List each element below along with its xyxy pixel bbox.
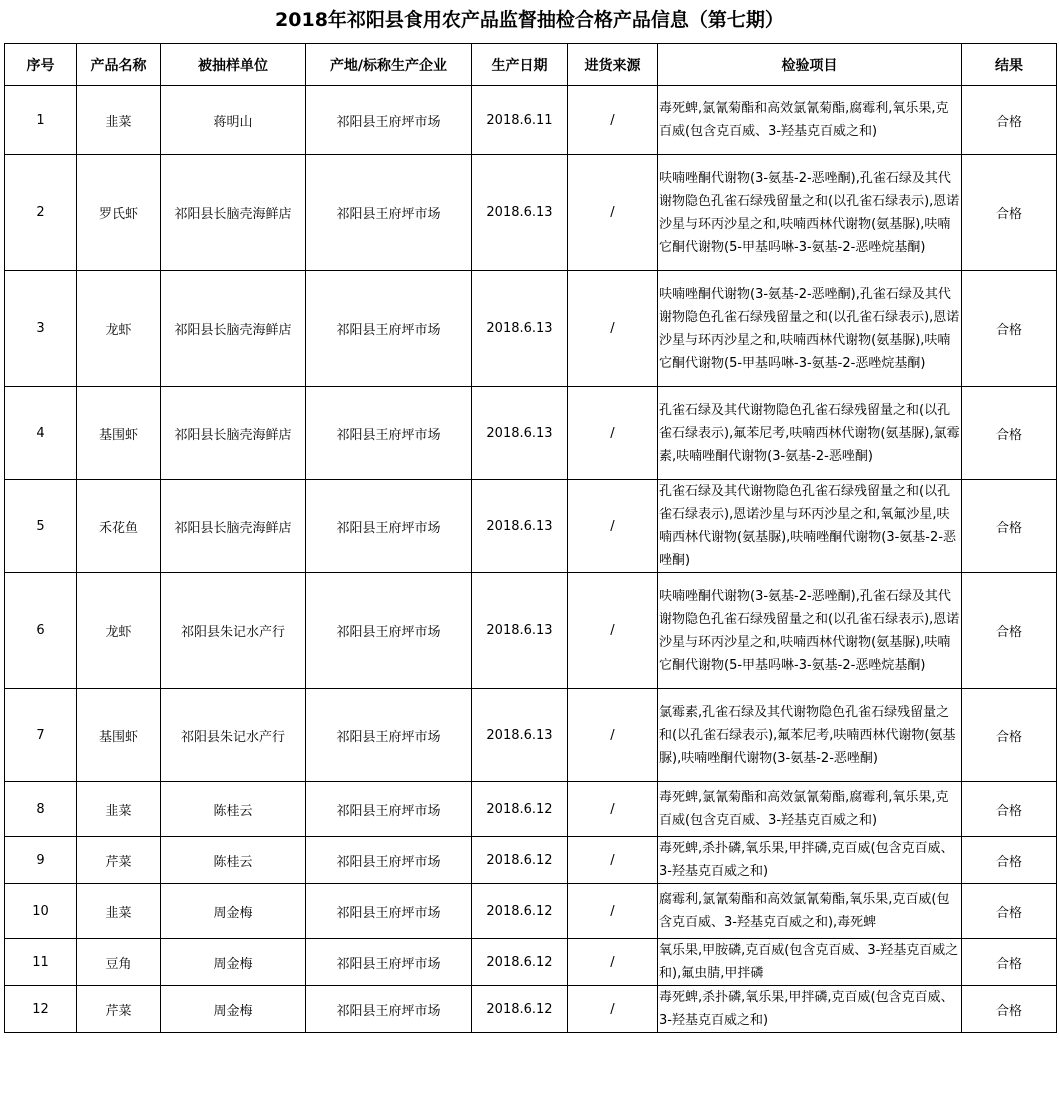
table-row [5, 155, 1057, 271]
cell-date: 2018.6.11 [472, 86, 568, 155]
cell-date: 2018.6.13 [472, 573, 568, 689]
cell-result: 合格 [962, 271, 1057, 387]
cell-items: 氯霉素,孔雀石绿及其代谢物隐色孔雀石绿残留量之和(以孔雀石绿表示),氟苯尼考,呋喃西林代谢物(氨基脲),呋喃唑酮代谢物(3-氨基-2-恶唑酮) [658, 689, 962, 782]
cell-origin: 祁阳县王府坪市场 [306, 884, 472, 939]
table-header-row [5, 44, 1057, 86]
cell-no: 10 [5, 884, 77, 939]
cell-unit: 周金梅 [161, 986, 306, 1033]
column-header-date: 生产日期 [472, 44, 568, 86]
page-title: 2018年祁阳县食用农产品监督抽检合格产品信息（第七期） [275, 9, 784, 31]
cell-unit: 陈桂云 [161, 837, 306, 884]
cell-unit: 周金梅 [161, 884, 306, 939]
cell-result: 合格 [962, 387, 1057, 480]
cell-result: 合格 [962, 86, 1057, 155]
cell-no: 7 [5, 689, 77, 782]
cell-source: / [568, 939, 658, 986]
cell-origin: 祁阳县王府坪市场 [306, 155, 472, 271]
cell-origin: 祁阳县王府坪市场 [306, 86, 472, 155]
table-row [5, 782, 1057, 837]
table-row [5, 86, 1057, 155]
table-row [5, 884, 1057, 939]
cell-items: 呋喃唑酮代谢物(3-氨基-2-恶唑酮),孔雀石绿及其代谢物隐色孔雀石绿残留量之和(以孔雀石绿表示),恩诺沙星与环丙沙星之和,呋喃西林代谢物(氨基脲),呋喃它酮代谢物(5-甲基吗啉-3-氨基-2-恶唑烷基酮) [658, 155, 962, 271]
cell-product: 芹菜 [77, 837, 161, 884]
cell-result: 合格 [962, 986, 1057, 1033]
cell-date: 2018.6.13 [472, 271, 568, 387]
cell-source: / [568, 884, 658, 939]
cell-result: 合格 [962, 782, 1057, 837]
cell-source: / [568, 387, 658, 480]
cell-date: 2018.6.12 [472, 837, 568, 884]
cell-items: 呋喃唑酮代谢物(3-氨基-2-恶唑酮),孔雀石绿及其代谢物隐色孔雀石绿残留量之和(以孔雀石绿表示),恩诺沙星与环丙沙星之和,呋喃西林代谢物(氨基脲),呋喃它酮代谢物(5-甲基吗啉-3-氨基-2-恶唑烷基酮) [658, 271, 962, 387]
cell-product: 豆角 [77, 939, 161, 986]
table-row [5, 573, 1057, 689]
column-header-origin: 产地/标称生产企业 [306, 44, 472, 86]
cell-product: 芹菜 [77, 986, 161, 1033]
cell-items: 毒死蜱,杀扑磷,氧乐果,甲拌磷,克百威(包含克百威、3-羟基克百威之和) [658, 837, 962, 884]
cell-origin: 祁阳县王府坪市场 [306, 480, 472, 573]
cell-date: 2018.6.12 [472, 986, 568, 1033]
cell-no: 4 [5, 387, 77, 480]
cell-items: 孔雀石绿及其代谢物隐色孔雀石绿残留量之和(以孔雀石绿表示),氟苯尼考,呋喃西林代谢物(氨基脲),氯霉素,呋喃唑酮代谢物(3-氨基-2-恶唑酮) [658, 387, 962, 480]
column-header-unit: 被抽样单位 [161, 44, 306, 86]
cell-no: 1 [5, 86, 77, 155]
cell-source: / [568, 271, 658, 387]
cell-date: 2018.6.13 [472, 155, 568, 271]
cell-product: 禾花鱼 [77, 480, 161, 573]
cell-no: 2 [5, 155, 77, 271]
cell-source: / [568, 480, 658, 573]
cell-result: 合格 [962, 155, 1057, 271]
table-row [5, 986, 1057, 1033]
cell-product: 韭菜 [77, 86, 161, 155]
cell-result: 合格 [962, 837, 1057, 884]
cell-product: 龙虾 [77, 271, 161, 387]
cell-source: / [568, 837, 658, 884]
cell-product: 韭菜 [77, 884, 161, 939]
column-header-product: 产品名称 [77, 44, 161, 86]
cell-origin: 祁阳县王府坪市场 [306, 986, 472, 1033]
table-row [5, 480, 1057, 573]
cell-items: 氧乐果,甲胺磷,克百威(包含克百威、3-羟基克百威之和),氟虫腈,甲拌磷 [658, 939, 962, 986]
cell-result: 合格 [962, 480, 1057, 573]
cell-origin: 祁阳县王府坪市场 [306, 939, 472, 986]
cell-items: 腐霉利,氯氰菊酯和高效氯氰菊酯,氧乐果,克百威(包含克百威、3-羟基克百威之和),毒死蜱 [658, 884, 962, 939]
cell-source: / [568, 573, 658, 689]
column-header-result: 结果 [962, 44, 1057, 86]
cell-unit: 祁阳县长脑壳海鲜店 [161, 271, 306, 387]
cell-unit: 周金梅 [161, 939, 306, 986]
cell-origin: 祁阳县王府坪市场 [306, 573, 472, 689]
cell-no: 3 [5, 271, 77, 387]
cell-product: 罗氏虾 [77, 155, 161, 271]
cell-date: 2018.6.12 [472, 939, 568, 986]
column-header-items: 检验项目 [658, 44, 962, 86]
cell-result: 合格 [962, 939, 1057, 986]
cell-product: 韭菜 [77, 782, 161, 837]
cell-origin: 祁阳县王府坪市场 [306, 271, 472, 387]
cell-no: 11 [5, 939, 77, 986]
cell-unit: 祁阳县朱记水产行 [161, 689, 306, 782]
column-header-no: 序号 [5, 44, 77, 86]
cell-date: 2018.6.12 [472, 884, 568, 939]
cell-unit: 陈桂云 [161, 782, 306, 837]
cell-items: 毒死蜱,氯氰菊酯和高效氯氰菊酯,腐霉利,氧乐果,克百威(包含克百威、3-羟基克百威之和) [658, 86, 962, 155]
cell-product: 基围虾 [77, 689, 161, 782]
cell-source: / [568, 155, 658, 271]
cell-origin: 祁阳县王府坪市场 [306, 689, 472, 782]
table-row [5, 939, 1057, 986]
column-header-source: 进货来源 [568, 44, 658, 86]
cell-unit: 祁阳县长脑壳海鲜店 [161, 480, 306, 573]
cell-date: 2018.6.12 [472, 782, 568, 837]
table-row [5, 837, 1057, 884]
inspection-table [4, 43, 1057, 1033]
cell-no: 5 [5, 480, 77, 573]
cell-unit: 祁阳县长脑壳海鲜店 [161, 155, 306, 271]
cell-product: 基围虾 [77, 387, 161, 480]
cell-source: / [568, 689, 658, 782]
cell-source: / [568, 782, 658, 837]
cell-unit: 蒋明山 [161, 86, 306, 155]
table-row [5, 271, 1057, 387]
table-row [5, 689, 1057, 782]
cell-no: 6 [5, 573, 77, 689]
cell-date: 2018.6.13 [472, 387, 568, 480]
cell-no: 12 [5, 986, 77, 1033]
cell-origin: 祁阳县王府坪市场 [306, 837, 472, 884]
cell-items: 毒死蜱,氯氰菊酯和高效氯氰菊酯,腐霉利,氧乐果,克百威(包含克百威、3-羟基克百威之和) [658, 782, 962, 837]
cell-no: 8 [5, 782, 77, 837]
cell-result: 合格 [962, 884, 1057, 939]
cell-origin: 祁阳县王府坪市场 [306, 387, 472, 480]
cell-unit: 祁阳县长脑壳海鲜店 [161, 387, 306, 480]
cell-items: 呋喃唑酮代谢物(3-氨基-2-恶唑酮),孔雀石绿及其代谢物隐色孔雀石绿残留量之和(以孔雀石绿表示),恩诺沙星与环丙沙星之和,呋喃西林代谢物(氨基脲),呋喃它酮代谢物(5-甲基吗啉-3-氨基-2-恶唑烷基酮) [658, 573, 962, 689]
cell-date: 2018.6.13 [472, 480, 568, 573]
cell-unit: 祁阳县朱记水产行 [161, 573, 306, 689]
cell-source: / [568, 86, 658, 155]
cell-date: 2018.6.13 [472, 689, 568, 782]
cell-source: / [568, 986, 658, 1033]
cell-result: 合格 [962, 689, 1057, 782]
cell-result: 合格 [962, 573, 1057, 689]
cell-product: 龙虾 [77, 573, 161, 689]
table-row [5, 387, 1057, 480]
cell-origin: 祁阳县王府坪市场 [306, 782, 472, 837]
cell-items: 孔雀石绿及其代谢物隐色孔雀石绿残留量之和(以孔雀石绿表示),恩诺沙星与环丙沙星之和,氧氟沙星,呋喃西林代谢物(氨基脲),呋喃唑酮代谢物(3-氨基-2-恶唑酮) [658, 480, 962, 573]
cell-items: 毒死蜱,杀扑磷,氧乐果,甲拌磷,克百威(包含克百威、3-羟基克百威之和) [658, 986, 962, 1033]
cell-no: 9 [5, 837, 77, 884]
